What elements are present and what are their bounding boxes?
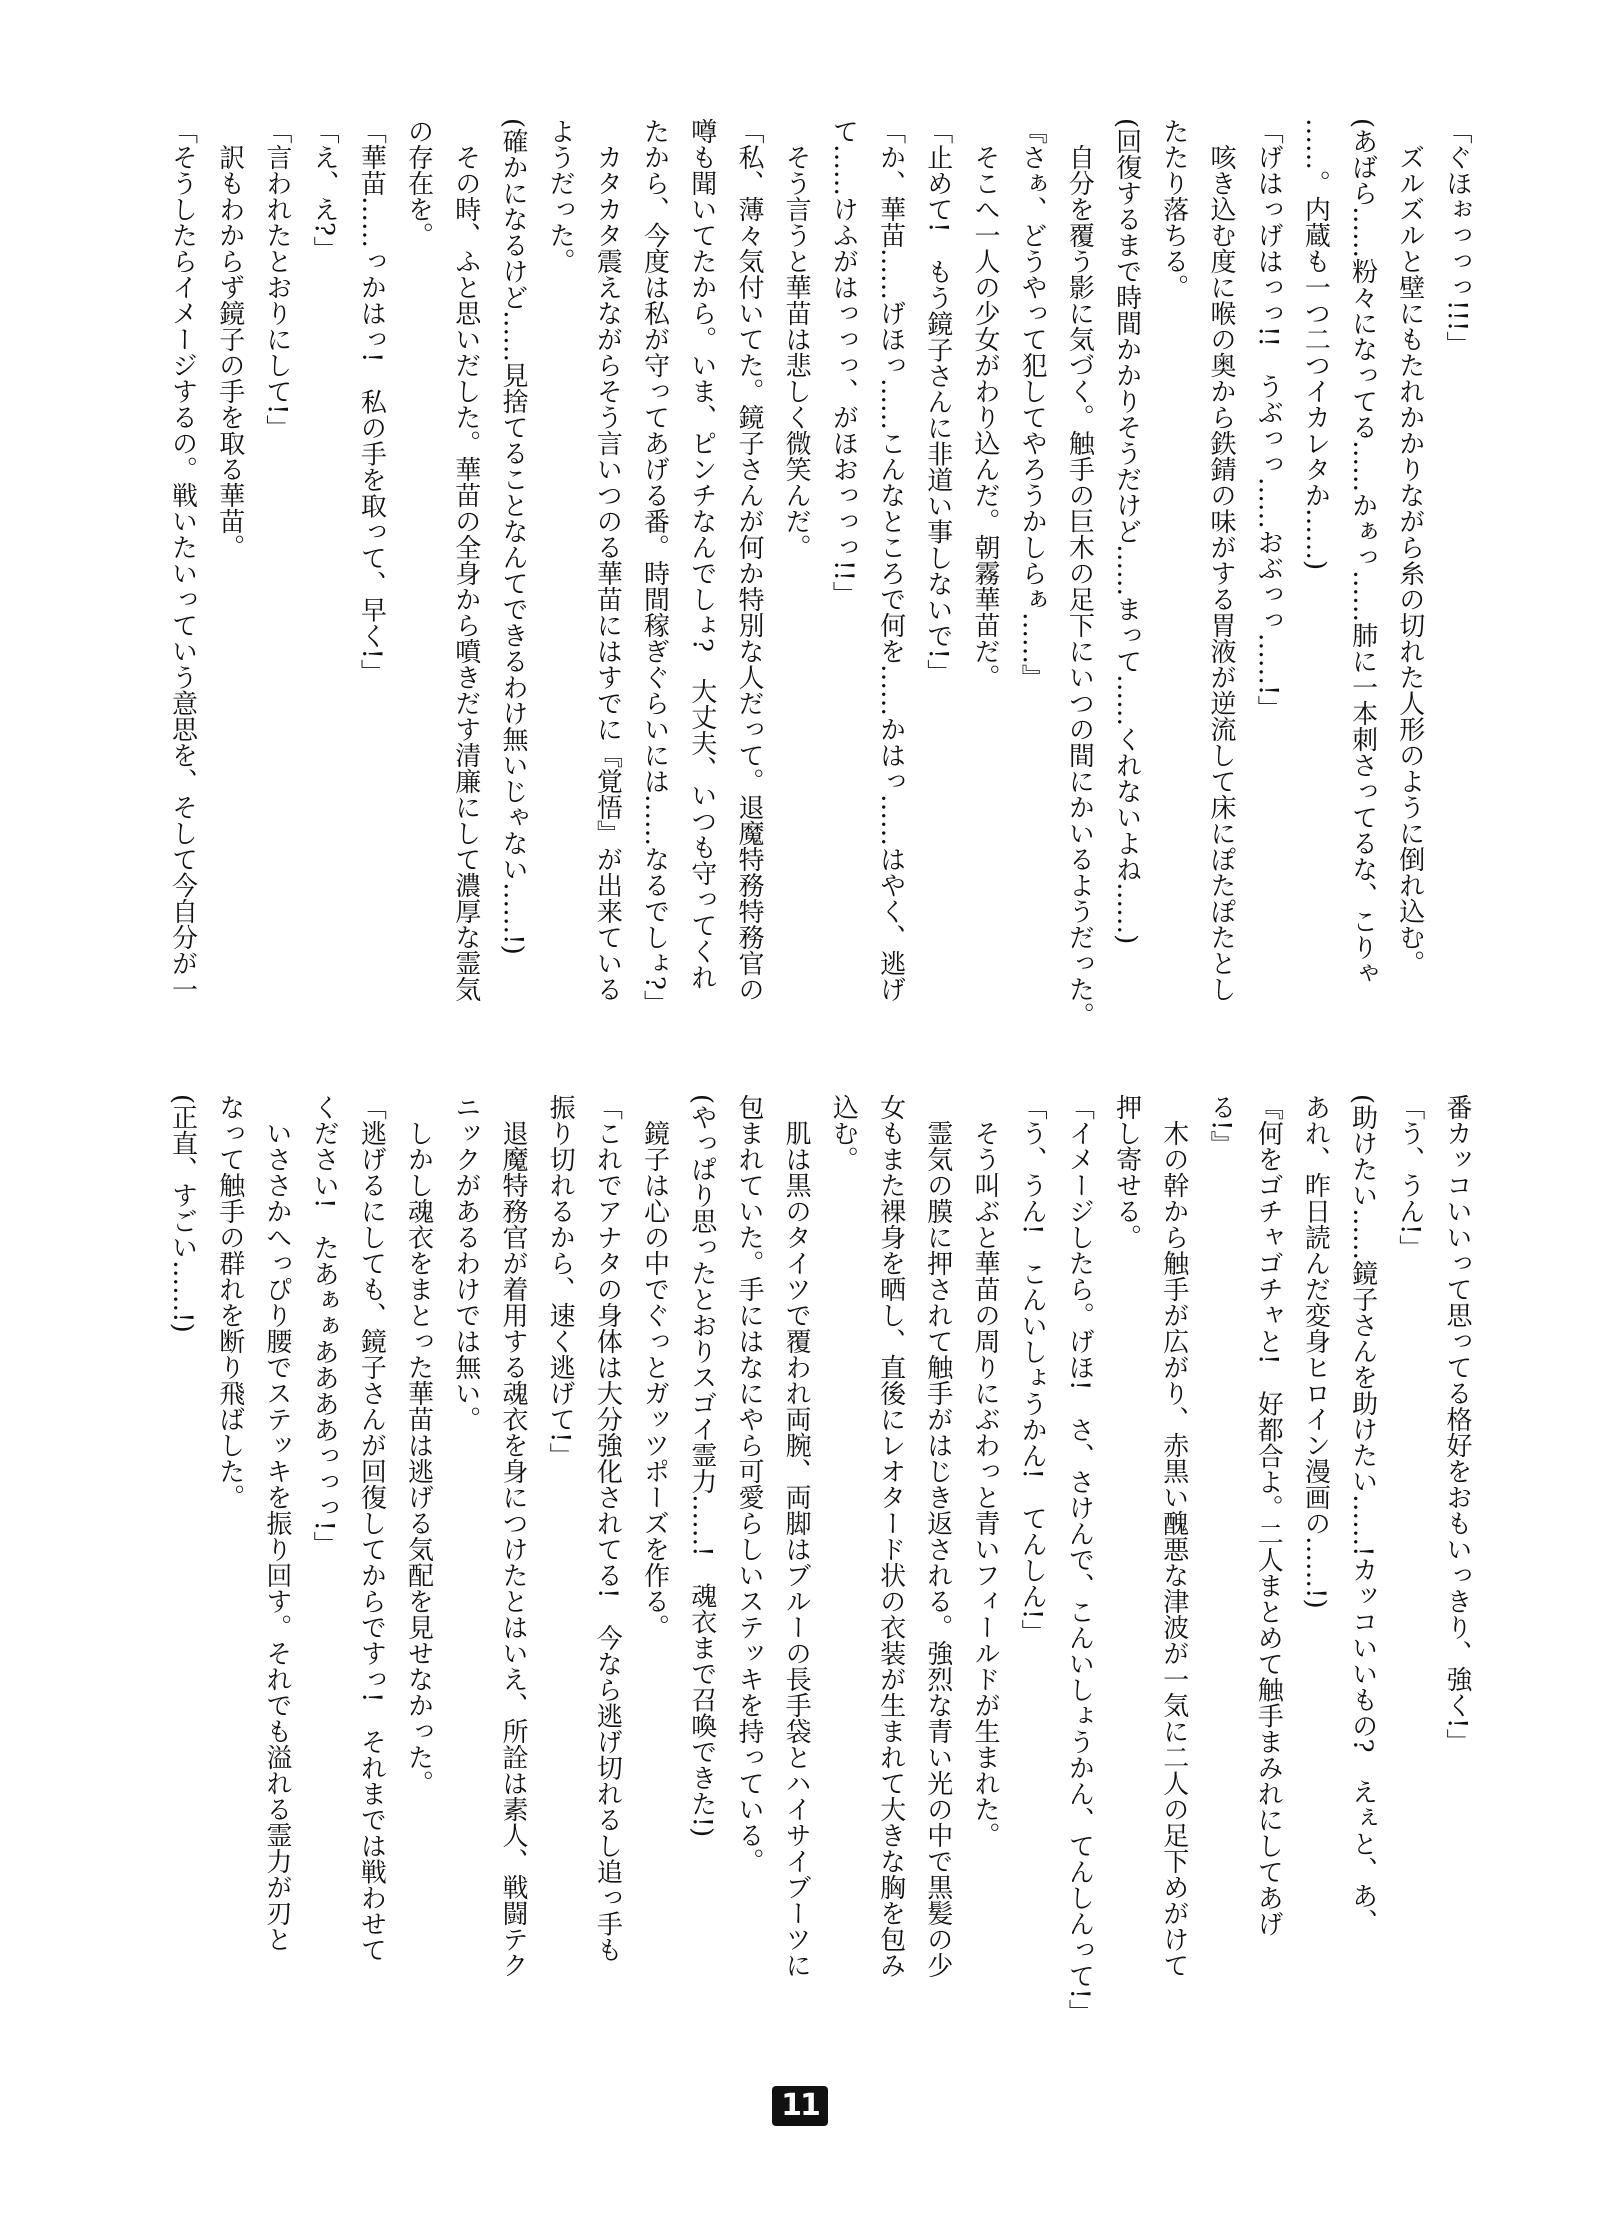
text-column: ニックがあるわけでは無い。 [450,1094,481,1432]
text-column: 「う、うん!」 [1394,1094,1425,1261]
text-column: ……。内蔵も一つ二つイカレタか……) [1300,118,1331,571]
text-column: たたり落ちる。 [1158,118,1189,300]
page-number: 11 [772,2086,828,2126]
text-column: あれ、昨日読んだ変身ヒロイン漫画の……!) [1300,1094,1331,1609]
text-column: (あばら……粉々になってる……かぁっ……肺に一本刺さってるな、こりゃ [1347,118,1378,987]
text-column: しかし魂衣をまとった華苗は逃げる気配を見せなかった。 [403,1094,434,1796]
text-column: (助けたい……鏡子さんを助けたい……!カッコいいもの? えぇと、あ、 [1347,1094,1378,1935]
text-column: 鏡子は心の中でぐっとガッツポーズを作る。 [639,1094,670,1640]
text-column: る!』 [1205,1094,1236,1157]
text-column: て……けふがはっっっ、がほおっっっ!!」 [828,118,859,607]
text-column: 『さぁ、どうやって犯してやろうかしらぁ……』 [1017,118,1048,690]
text-column: 女もまた裸身を晒し、直後にレオタード状の衣装が生まれて大きな胸を包み [875,1094,906,1978]
text-column: そこへ一人の少女がわり込んだ。朝霧華苗だ。 [969,118,1000,690]
text-column: 「げはっげはっっ!! うぶっっ……おぶっっ……!」 [1253,118,1284,722]
text-column: 木の幹から触手が広がり、赤黒い醜悪な津波が一気に二人の足下めがけて [1158,1094,1189,1978]
text-column: 『何をゴチャゴチャと! 好都合よ。二人まとめて触手まみれにしてあげ [1253,1094,1284,1937]
text-column: 霊気の膜に押されて触手がはじき返される。強烈な青い光の中で黒髪の少 [922,1094,953,1978]
text-column: 「言われたとおりにして!」 [261,118,292,441]
text-column: 番カッコいいって思ってる格好をおもいっきり、強く!」 [1442,1094,1472,1755]
text-column: 「そうしたらイメージするの。戦いたいっていう意思を、そして今自分が一 [167,118,198,1002]
text-column: 肌は黒のタイツで覆われ両腕、両脚はブルーの長手袋とハイサイブーツに [781,1094,812,1978]
text-column: 訳もわからず鏡子の手を取る華苗。 [214,118,245,560]
text-column: 「ぐほぉっっっ!!!」 [1442,118,1472,358]
text-column: ください! たあぁぁああああっっっ!」 [309,1094,340,1557]
text-column: (確かになるけど……見捨てることなんてできるわけ無いじゃない……!) [497,118,528,955]
text-column: 「これでアナタの身体は大分強化されてる! 今なら逃げ切れるし追っ手も [592,1094,623,1963]
text-column: なって触手の群れを断り飛ばした。 [214,1094,245,1510]
text-column: 振り切れるから、速く逃げて!」 [545,1094,576,1469]
text-column: (正直、すごい……!) [167,1094,198,1333]
text-column: ズルズルと壁にもたれかかりながら糸の切れた人形のように倒れ込む。 [1394,118,1425,976]
text-column: の存在を。 [403,118,434,248]
text-column: そう叫ぶと華苗の周りにぶわっと青いフィールドが生まれた。 [969,1094,1000,1848]
text-tier-bottom [150,1094,1480,2025]
text-column: そう言うと華苗は悲しく微笑んだ。 [781,118,812,560]
text-column: 「逃げるにしても、鏡子さんが回復してからですっ! それまでは戦わせて [356,1094,387,1963]
text-column: 「止めて! もう鏡子さんに非道い事しないで!」 [922,118,953,685]
text-column: カタカタ震えながらそう言いつのる華苗にはすでに『覚悟』が出来ている [592,118,623,1002]
text-column: いささかへっぴり腰でステッキを振り回す。それでも溢れる霊力が刃と [261,1094,292,1952]
text-tier-top [150,118,1480,1038]
text-column: 「う、うん! こんいしょうかん! てんしん!」 [1017,1094,1048,1646]
text-column: 「華苗……っかはっ! 私の手を取って、早く!」 [356,118,387,685]
text-column: (やっぱり思ったとおりスゴイ霊力……! 魂衣まで召喚できた!) [686,1094,717,1838]
text-column: 自分を覆う影に気づく。触手の巨木の足下にいつの間にかいるようだった。 [1064,118,1095,1028]
text-column: 咳き込む度に喉の奥から鉄錆の味がする胃液が逆流して床にぽたぽたとし [1205,118,1236,1002]
text-column: 「え、え?」 [309,118,340,262]
text-column: 「私、薄々気付いてた。鏡子さんが何か特別な人だって。退魔特務特務官の [733,118,764,1002]
text-column: 退魔特務官が着用する魂衣を身につけたとはいえ、所詮は素人、戦闘テク [497,1094,528,1978]
text-column: 込む。 [828,1094,859,1172]
text-column: 包まれていた。手にはなにやら可愛らしいステッキを持っている。 [733,1094,764,1874]
text-column: 「イメージしたら。げほ! さ、さけんで、こんいしょうかん、てんしんって!」 [1064,1094,1095,2025]
text-column: 「か、華苗……げほっ……こんなところで何を……かはっ……はやく、逃げ [875,118,906,1002]
text-column: たから、今度は私が守ってあげる番。時間稼ぎぐらいには……なるでしょ?」 [639,118,670,1016]
text-column: ようだった。 [545,118,576,274]
text-column: 噂も聞いてたから。いま、ピンチなんでしょ? 大丈夫、いつも守ってくれ [686,118,717,990]
text-column: その時、ふと思いだした。華苗の全身から噴きだす清廉にして濃厚な霊気 [450,118,481,1002]
text-column: (回復するまで時間かかりそうだけど……まって……くれないよね……) [1111,118,1142,945]
text-column: 押し寄せる。 [1111,1094,1142,1250]
